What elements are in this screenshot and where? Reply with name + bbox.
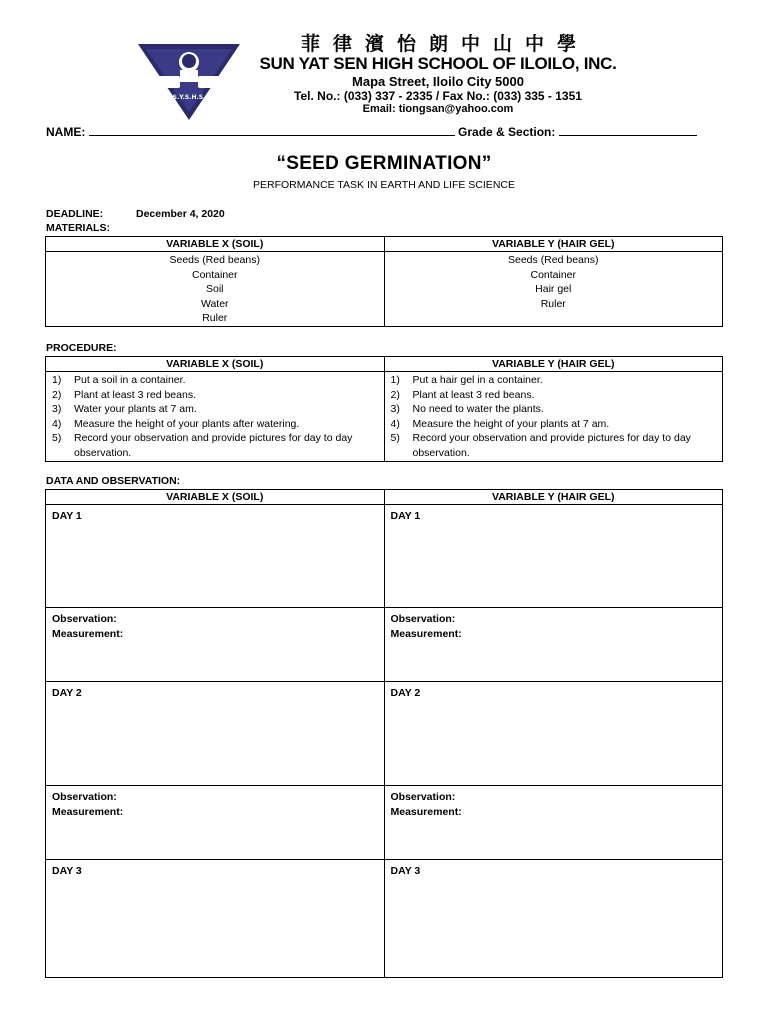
- list-item: 2) Plant at least 3 red beans.: [390, 388, 535, 401]
- list-item: Water: [200, 297, 229, 310]
- school-email: Email: tiongsan@yahoo.com: [362, 103, 514, 115]
- grade-blank[interactable]: [559, 124, 697, 136]
- list-item: 1) Put a soil in a container.: [52, 374, 186, 386]
- document-header: [0, 0, 768, 120]
- page-title: “SEED GERMINATION”: [276, 153, 492, 174]
- materials-header-y: VARIABLE Y (HAIR GEL): [384, 237, 723, 252]
- name-label: NAME:: [46, 125, 86, 139]
- svg-text:ILOILO: ILOILO: [212, 89, 226, 106]
- observation-label: Observation:: [390, 791, 456, 803]
- school-info: [238, 34, 638, 116]
- measurement-label: Measurement:: [390, 627, 462, 640]
- list-item: Seeds (Red beans): [169, 254, 260, 266]
- day3-x-cell[interactable]: [46, 860, 385, 978]
- data-header-y: VARIABLE Y (HAIR GEL): [384, 490, 723, 505]
- list-item: Container: [530, 268, 577, 281]
- procedure-label: PROCEDURE:: [46, 342, 117, 354]
- deadline-label: DEADLINE:: [46, 208, 104, 220]
- day1-y-cell[interactable]: [384, 505, 723, 608]
- list-item: 4) Measure the height of your plants at 7 am.: [390, 417, 610, 430]
- day-label: DAY 1: [390, 510, 421, 522]
- procedure-x-cell: [46, 372, 385, 462]
- list-item: Container: [191, 268, 238, 281]
- measurement-label: Measurement:: [390, 805, 462, 818]
- list-item: Seeds (Red beans): [508, 254, 599, 266]
- list-item: Ruler: [202, 312, 228, 324]
- procedure-header-y: VARIABLE Y (HAIR GEL): [384, 357, 723, 372]
- data-observation-label: DATA AND OBSERVATION:: [46, 475, 181, 487]
- name-blank[interactable]: [89, 124, 455, 136]
- measurement-label: Measurement:: [52, 627, 124, 640]
- svg-text:S.Y.S.H.S.: S.Y.S.H.S.: [172, 94, 206, 101]
- materials-table: [45, 236, 723, 327]
- observation-label: Observation:: [52, 791, 117, 803]
- name-grade-line: [46, 124, 726, 139]
- materials-header-x: VARIABLE X (SOIL): [46, 237, 385, 252]
- list-item: 2) Plant at least 3 red beans.: [52, 388, 196, 401]
- procedure-table: [45, 356, 723, 462]
- list-item: 4) Measure the height of your plants after watering.: [52, 417, 300, 430]
- list-item: 3) Water your plants at 7 am.: [52, 403, 197, 416]
- day2-x-cell[interactable]: [46, 682, 385, 786]
- list-item: 5) Record your observation and provide pictures for day to day observation.: [390, 432, 691, 459]
- procedure-y-cell: [384, 372, 723, 462]
- day2-y-observation-cell[interactable]: [384, 786, 723, 860]
- list-item: Ruler: [540, 297, 566, 310]
- materials-label: MATERIALS:: [46, 222, 110, 234]
- list-item: 1) Put a hair gel in a container.: [390, 374, 543, 386]
- observation-label: Observation:: [52, 613, 117, 625]
- data-observation-table: [45, 489, 723, 978]
- day-label: DAY 1: [52, 510, 82, 522]
- day1-x-cell[interactable]: [46, 505, 385, 608]
- materials-x-cell: [46, 252, 385, 327]
- school-phone: Tel. No.: (033) 337 - 2335 / Fax No.: (033) 335 - 1351: [294, 89, 582, 103]
- school-address: Mapa Street, Iloilo City 5000: [352, 74, 524, 89]
- day-label: DAY 3: [390, 865, 421, 877]
- day-label: DAY 3: [52, 865, 82, 877]
- page-subtitle: PERFORMANCE TASK IN EARTH AND LIFE SCIENCE: [253, 179, 515, 191]
- day3-y-cell[interactable]: [384, 860, 723, 978]
- measurement-label: Measurement:: [52, 805, 124, 818]
- school-name: SUN YAT SEN HIGH SCHOOL OF ILOILO, INC.: [259, 54, 617, 73]
- day-label: DAY 2: [390, 687, 421, 699]
- school-chinese-name: 菲律濱怡朗中山中學: [300, 33, 589, 55]
- school-logo-icon: [136, 40, 242, 122]
- day-label: DAY 2: [52, 687, 82, 699]
- grade-label: Grade & Section:: [458, 125, 556, 139]
- list-item: 5) Record your observation and provide pictures for day to day observation.: [52, 432, 353, 459]
- list-item: Hair gel: [535, 283, 572, 295]
- observation-label: Observation:: [390, 613, 456, 625]
- day1-x-observation-cell[interactable]: [46, 608, 385, 682]
- day1-y-observation-cell[interactable]: [384, 608, 723, 682]
- data-header-x: VARIABLE X (SOIL): [46, 490, 385, 505]
- list-item: Soil: [205, 283, 224, 295]
- procedure-header-x: VARIABLE X (SOIL): [46, 357, 385, 372]
- day2-x-observation-cell[interactable]: [46, 786, 385, 860]
- list-item: 3) No need to water the plants.: [390, 403, 544, 416]
- materials-y-cell: [384, 252, 723, 327]
- day2-y-cell[interactable]: [384, 682, 723, 786]
- deadline-value: December 4, 2020: [136, 208, 225, 220]
